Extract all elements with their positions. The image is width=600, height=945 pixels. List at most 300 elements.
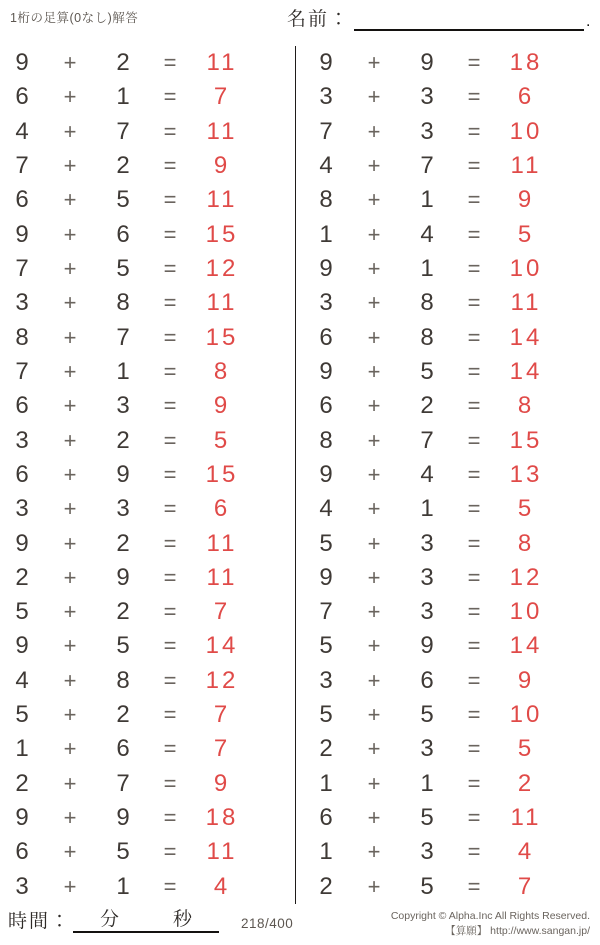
equals-sign: = xyxy=(163,873,177,899)
operand-b: 3 xyxy=(420,838,434,866)
equals-sign: = xyxy=(163,358,177,384)
answer-value: 12 xyxy=(205,666,239,694)
plus-operator: + xyxy=(367,153,381,179)
operand-a: 3 xyxy=(15,426,29,454)
plus-operator: + xyxy=(367,770,381,796)
copyright-line: Copyright © Alpha.Inc All Rights Reserved. xyxy=(390,909,590,922)
plus-operator: + xyxy=(367,736,381,762)
equals-sign: = xyxy=(163,564,177,590)
operand-a: 4 xyxy=(319,152,333,180)
operand-b: 1 xyxy=(420,255,434,283)
plus-operator: + xyxy=(367,805,381,831)
plus-operator: + xyxy=(367,118,381,144)
problem-row xyxy=(2,458,295,492)
problem-row xyxy=(2,732,295,766)
plus-operator: + xyxy=(367,358,381,384)
operand-b: 5 xyxy=(420,804,434,832)
answer-value: 7 xyxy=(213,83,231,111)
answer-value: 11 xyxy=(206,49,238,77)
problem-row xyxy=(2,870,295,904)
operand-b: 8 xyxy=(420,323,434,351)
answer-value: 14 xyxy=(509,357,543,385)
problem-row xyxy=(2,526,295,560)
operand-b: 9 xyxy=(420,632,434,660)
equals-sign: = xyxy=(163,599,177,625)
answer-value: 11 xyxy=(510,152,542,180)
problem-row xyxy=(306,458,599,492)
operand-a: 1 xyxy=(319,769,333,797)
problem-row xyxy=(306,321,599,355)
plus-operator: + xyxy=(63,393,77,419)
answer-value: 14 xyxy=(509,323,543,351)
plus-operator: + xyxy=(63,324,77,350)
time-field xyxy=(8,906,293,933)
plus-operator: + xyxy=(63,461,77,487)
problem-row xyxy=(306,115,599,149)
answer-value: 15 xyxy=(205,460,239,488)
equals-sign: = xyxy=(163,736,177,762)
operand-b: 5 xyxy=(116,186,130,214)
operand-a: 6 xyxy=(319,323,333,351)
problem-row xyxy=(2,321,295,355)
equals-sign: = xyxy=(467,599,481,625)
operand-a: 7 xyxy=(319,117,333,145)
operand-a: 4 xyxy=(15,117,29,145)
answer-value: 11 xyxy=(206,563,238,591)
problem-row xyxy=(2,492,295,526)
answer-value: 8 xyxy=(517,529,535,557)
operand-b: 4 xyxy=(420,460,434,488)
equals-sign: = xyxy=(467,187,481,213)
answer-value: 11 xyxy=(206,289,238,317)
problem-row xyxy=(306,629,599,663)
equals-sign: = xyxy=(467,153,481,179)
operand-b: 1 xyxy=(420,495,434,523)
equals-sign: = xyxy=(467,290,481,316)
plus-operator: + xyxy=(367,187,381,213)
answer-value: 14 xyxy=(205,632,239,660)
operand-b: 9 xyxy=(116,460,130,488)
answer-value: 18 xyxy=(509,49,543,77)
operand-a: 4 xyxy=(319,495,333,523)
problem-row xyxy=(306,801,599,835)
equals-sign: = xyxy=(163,530,177,556)
name-blank-line xyxy=(354,7,584,31)
operand-b: 3 xyxy=(116,392,130,420)
operand-b: 5 xyxy=(116,255,130,283)
answer-value: 4 xyxy=(517,838,535,866)
equals-sign: = xyxy=(467,221,481,247)
problem-row xyxy=(306,870,599,904)
operand-b: 6 xyxy=(116,220,130,248)
operand-a: 2 xyxy=(319,735,333,763)
operand-a: 8 xyxy=(319,186,333,214)
plus-operator: + xyxy=(63,770,77,796)
operand-a: 6 xyxy=(15,392,29,420)
operand-b: 3 xyxy=(420,598,434,626)
plus-operator: + xyxy=(63,50,77,76)
operand-a: 5 xyxy=(15,701,29,729)
operand-b: 5 xyxy=(420,357,434,385)
operand-b: 2 xyxy=(420,392,434,420)
equals-sign: = xyxy=(467,393,481,419)
equals-sign: = xyxy=(467,256,481,282)
problem-row xyxy=(306,218,599,252)
operand-b: 3 xyxy=(420,563,434,591)
problem-row xyxy=(2,698,295,732)
operand-b: 2 xyxy=(116,49,130,77)
operand-a: 7 xyxy=(15,357,29,385)
plus-operator: + xyxy=(63,702,77,728)
operand-b: 8 xyxy=(116,666,130,694)
operand-a: 9 xyxy=(319,49,333,77)
equals-sign: = xyxy=(467,736,481,762)
operand-b: 1 xyxy=(420,186,434,214)
equals-sign: = xyxy=(163,805,177,831)
operand-a: 6 xyxy=(15,186,29,214)
plus-operator: + xyxy=(367,530,381,556)
operand-b: 2 xyxy=(116,701,130,729)
operand-a: 9 xyxy=(15,804,29,832)
plus-operator: + xyxy=(63,496,77,522)
plus-operator: + xyxy=(63,667,77,693)
answer-value: 8 xyxy=(213,357,231,385)
plus-operator: + xyxy=(367,256,381,282)
equals-sign: = xyxy=(163,633,177,659)
equals-sign: = xyxy=(163,324,177,350)
plus-operator: + xyxy=(367,427,381,453)
operand-b: 7 xyxy=(116,323,130,351)
equals-sign: = xyxy=(467,358,481,384)
equals-sign: = xyxy=(163,50,177,76)
operand-b: 3 xyxy=(420,117,434,145)
plus-operator: + xyxy=(367,461,381,487)
operand-a: 9 xyxy=(15,529,29,557)
problem-row xyxy=(2,595,295,629)
operand-a: 1 xyxy=(15,735,29,763)
plus-operator: + xyxy=(367,324,381,350)
equals-sign: = xyxy=(163,221,177,247)
answer-value: 5 xyxy=(517,495,535,523)
answer-value: 5 xyxy=(517,735,535,763)
problem-row xyxy=(306,183,599,217)
worksheet-title: 1桁の足算(0なし)解答 xyxy=(10,11,139,25)
answer-value: 14 xyxy=(509,632,543,660)
problem-row xyxy=(2,835,295,869)
problem-row xyxy=(306,767,599,801)
answer-value: 15 xyxy=(509,426,543,454)
plus-operator: + xyxy=(63,290,77,316)
operand-a: 1 xyxy=(319,220,333,248)
problem-row xyxy=(2,629,295,663)
problems-area xyxy=(0,46,600,904)
plus-operator: + xyxy=(63,153,77,179)
problem-row xyxy=(306,835,599,869)
operand-b: 3 xyxy=(420,529,434,557)
answer-value: 7 xyxy=(213,598,231,626)
equals-sign: = xyxy=(163,770,177,796)
operand-b: 2 xyxy=(116,426,130,454)
plus-operator: + xyxy=(63,633,77,659)
equals-sign: = xyxy=(163,84,177,110)
problem-row xyxy=(2,355,295,389)
plus-operator: + xyxy=(63,84,77,110)
minutes-unit-label: 分 xyxy=(100,909,120,930)
answer-value: 4 xyxy=(213,872,231,900)
plus-operator: + xyxy=(63,736,77,762)
answer-value: 11 xyxy=(206,186,238,214)
operand-a: 7 xyxy=(15,255,29,283)
name-line-period: . xyxy=(586,13,591,30)
answer-value: 10 xyxy=(509,598,543,626)
problem-row xyxy=(306,46,599,80)
plus-operator: + xyxy=(63,118,77,144)
problem-row xyxy=(2,286,295,320)
plus-operator: + xyxy=(63,256,77,282)
plus-operator: + xyxy=(367,496,381,522)
plus-operator: + xyxy=(367,564,381,590)
operand-b: 4 xyxy=(420,220,434,248)
operand-b: 8 xyxy=(420,289,434,317)
operand-a: 8 xyxy=(319,426,333,454)
equals-sign: = xyxy=(163,290,177,316)
operand-a: 9 xyxy=(319,357,333,385)
plus-operator: + xyxy=(367,50,381,76)
plus-operator: + xyxy=(367,873,381,899)
sheet-progress-counter: 218/400 xyxy=(241,916,294,931)
equals-sign: = xyxy=(163,153,177,179)
answer-value: 18 xyxy=(205,804,239,832)
problem-row xyxy=(306,492,599,526)
plus-operator: + xyxy=(63,873,77,899)
copyright-block xyxy=(391,909,590,939)
equals-sign: = xyxy=(467,805,481,831)
problem-row xyxy=(306,595,599,629)
problem-row xyxy=(306,286,599,320)
answer-value: 15 xyxy=(205,323,239,351)
answer-value: 11 xyxy=(206,117,238,145)
plus-operator: + xyxy=(63,221,77,247)
problems-column-right xyxy=(296,46,599,904)
plus-operator: + xyxy=(63,358,77,384)
operand-b: 7 xyxy=(420,152,434,180)
equals-sign: = xyxy=(467,324,481,350)
equals-sign: = xyxy=(163,393,177,419)
publisher-url-line: 【算願】 http://www.sangan.jp/ xyxy=(445,924,590,937)
answer-value: 10 xyxy=(509,255,543,283)
answer-value: 2 xyxy=(517,769,535,797)
answer-value: 9 xyxy=(213,392,231,420)
equals-sign: = xyxy=(467,461,481,487)
plus-operator: + xyxy=(63,530,77,556)
problem-row xyxy=(2,46,295,80)
equals-sign: = xyxy=(163,118,177,144)
problem-row xyxy=(2,664,295,698)
answer-value: 11 xyxy=(206,529,238,557)
problem-row xyxy=(306,526,599,560)
operand-a: 3 xyxy=(319,666,333,694)
operand-a: 5 xyxy=(15,598,29,626)
plus-operator: + xyxy=(63,427,77,453)
operand-b: 8 xyxy=(116,289,130,317)
operand-a: 9 xyxy=(319,255,333,283)
operand-a: 3 xyxy=(15,872,29,900)
operand-a: 9 xyxy=(15,49,29,77)
answer-value: 11 xyxy=(510,289,542,317)
equals-sign: = xyxy=(163,667,177,693)
answer-value: 5 xyxy=(213,426,231,454)
plus-operator: + xyxy=(367,393,381,419)
problems-column-left xyxy=(0,46,296,904)
answer-value: 10 xyxy=(509,701,543,729)
plus-operator: + xyxy=(367,839,381,865)
answer-value: 9 xyxy=(213,769,231,797)
operand-b: 1 xyxy=(116,872,130,900)
problem-row xyxy=(2,561,295,595)
problem-row xyxy=(306,698,599,732)
operand-a: 6 xyxy=(319,392,333,420)
plus-operator: + xyxy=(367,702,381,728)
answer-value: 11 xyxy=(510,804,542,832)
operand-a: 6 xyxy=(319,804,333,832)
answer-value: 11 xyxy=(206,838,238,866)
equals-sign: = xyxy=(467,427,481,453)
plus-operator: + xyxy=(63,839,77,865)
equals-sign: = xyxy=(163,496,177,522)
problem-row xyxy=(306,423,599,457)
equals-sign: = xyxy=(467,667,481,693)
operand-a: 2 xyxy=(319,872,333,900)
operand-b: 7 xyxy=(420,426,434,454)
answer-value: 6 xyxy=(213,495,231,523)
operand-a: 1 xyxy=(319,838,333,866)
operand-b: 9 xyxy=(116,563,130,591)
operand-a: 3 xyxy=(319,289,333,317)
problem-row xyxy=(306,355,599,389)
operand-a: 7 xyxy=(319,598,333,626)
operand-b: 5 xyxy=(116,838,130,866)
answer-value: 13 xyxy=(509,460,543,488)
problem-row xyxy=(306,732,599,766)
operand-a: 4 xyxy=(15,666,29,694)
operand-a: 6 xyxy=(15,83,29,111)
equals-sign: = xyxy=(467,496,481,522)
problem-row xyxy=(2,252,295,286)
problem-row xyxy=(2,801,295,835)
equals-sign: = xyxy=(163,256,177,282)
problem-row xyxy=(2,218,295,252)
operand-b: 2 xyxy=(116,152,130,180)
operand-b: 6 xyxy=(116,735,130,763)
operand-a: 6 xyxy=(15,460,29,488)
problem-row xyxy=(2,149,295,183)
operand-a: 3 xyxy=(15,495,29,523)
operand-a: 5 xyxy=(319,701,333,729)
operand-a: 5 xyxy=(319,632,333,660)
equals-sign: = xyxy=(163,427,177,453)
problem-row xyxy=(2,183,295,217)
equals-sign: = xyxy=(467,873,481,899)
answer-value: 7 xyxy=(213,701,231,729)
answer-value: 8 xyxy=(517,392,535,420)
operand-b: 1 xyxy=(420,769,434,797)
operand-b: 5 xyxy=(116,632,130,660)
operand-a: 9 xyxy=(319,460,333,488)
problem-row xyxy=(2,115,295,149)
answer-value: 7 xyxy=(517,872,535,900)
operand-a: 2 xyxy=(15,563,29,591)
plus-operator: + xyxy=(367,633,381,659)
plus-operator: + xyxy=(63,187,77,213)
problem-row xyxy=(306,149,599,183)
operand-a: 7 xyxy=(15,152,29,180)
operand-a: 5 xyxy=(319,529,333,557)
equals-sign: = xyxy=(467,50,481,76)
operand-b: 1 xyxy=(116,83,130,111)
plus-operator: + xyxy=(367,599,381,625)
plus-operator: + xyxy=(367,667,381,693)
operand-a: 3 xyxy=(319,83,333,111)
operand-b: 3 xyxy=(116,495,130,523)
answer-value: 9 xyxy=(517,666,535,694)
operand-b: 7 xyxy=(116,117,130,145)
plus-operator: + xyxy=(63,805,77,831)
answer-value: 15 xyxy=(205,220,239,248)
operand-b: 3 xyxy=(420,735,434,763)
plus-operator: + xyxy=(63,599,77,625)
problem-row xyxy=(306,252,599,286)
answer-value: 10 xyxy=(509,117,543,145)
equals-sign: = xyxy=(163,187,177,213)
problem-row xyxy=(306,80,599,114)
operand-a: 2 xyxy=(15,769,29,797)
operand-a: 3 xyxy=(15,289,29,317)
operand-a: 6 xyxy=(15,838,29,866)
operand-b: 1 xyxy=(116,357,130,385)
operand-a: 8 xyxy=(15,323,29,351)
operand-b: 7 xyxy=(116,769,130,797)
equals-sign: = xyxy=(163,702,177,728)
equals-sign: = xyxy=(467,770,481,796)
problem-row xyxy=(2,80,295,114)
operand-a: 9 xyxy=(15,632,29,660)
equals-sign: = xyxy=(467,633,481,659)
operand-b: 5 xyxy=(420,701,434,729)
operand-b: 2 xyxy=(116,598,130,626)
operand-b: 9 xyxy=(420,49,434,77)
answer-value: 9 xyxy=(517,186,535,214)
operand-b: 2 xyxy=(116,529,130,557)
equals-sign: = xyxy=(467,839,481,865)
time-label: 時間： xyxy=(8,911,72,932)
plus-operator: + xyxy=(367,221,381,247)
answer-value: 5 xyxy=(517,220,535,248)
operand-a: 9 xyxy=(15,220,29,248)
equals-sign: = xyxy=(467,118,481,144)
answer-value: 9 xyxy=(213,152,231,180)
operand-b: 5 xyxy=(420,872,434,900)
name-field xyxy=(287,4,590,31)
answer-value: 7 xyxy=(213,735,231,763)
problem-row xyxy=(2,389,295,423)
plus-operator: + xyxy=(367,84,381,110)
equals-sign: = xyxy=(467,84,481,110)
equals-sign: = xyxy=(163,839,177,865)
equals-sign: = xyxy=(467,530,481,556)
answer-value: 12 xyxy=(205,255,239,283)
problem-row xyxy=(306,389,599,423)
name-label: 名前： xyxy=(287,9,351,30)
